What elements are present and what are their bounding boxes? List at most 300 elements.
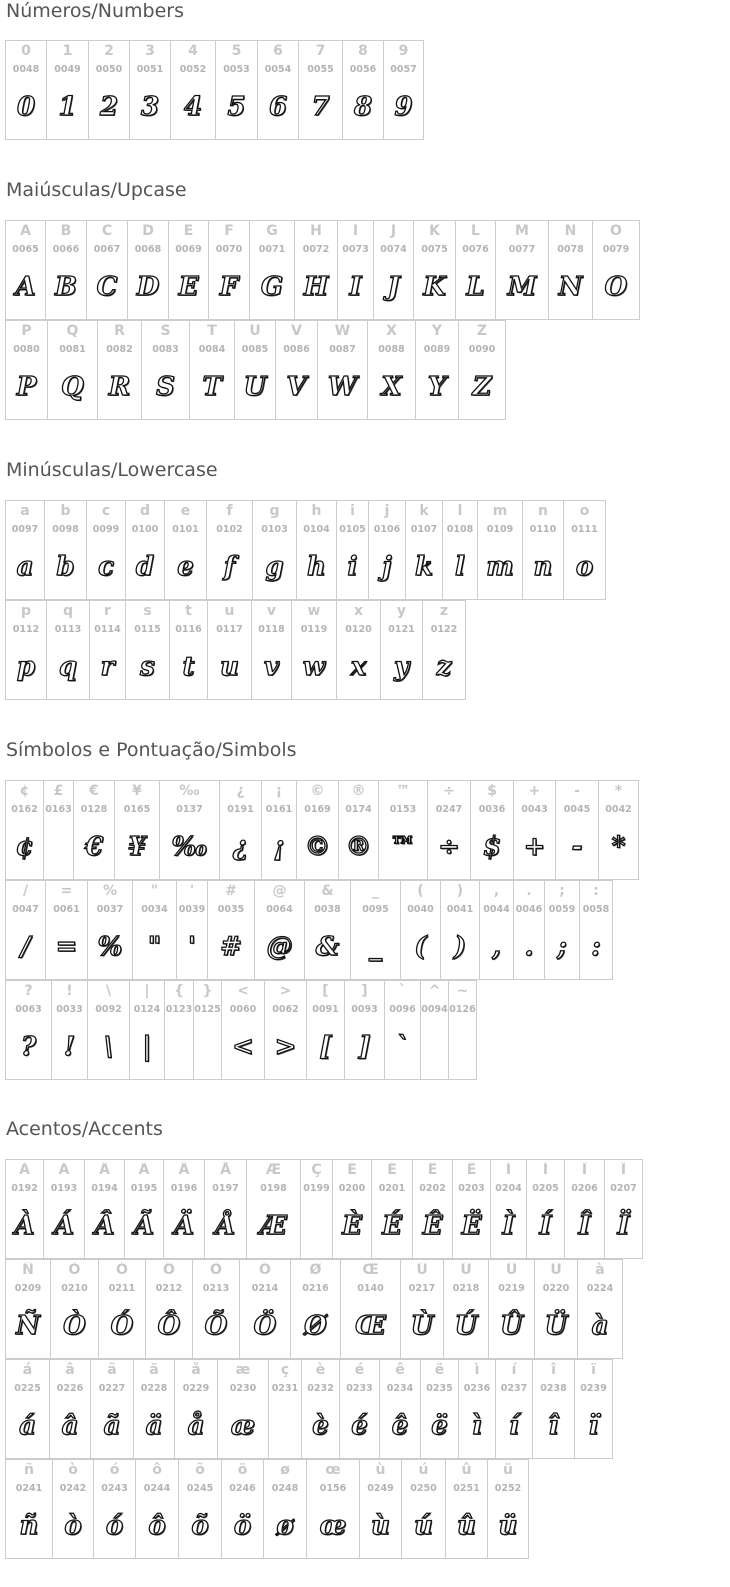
glyph-preview: œ (319, 1511, 347, 1541)
character-code: 0037 (96, 904, 124, 915)
character-cell (6, 781, 44, 880)
character-code: 0035 (217, 904, 245, 915)
character-code: 0043 (521, 804, 548, 815)
character-label: Ù (416, 1262, 428, 1278)
character-label: T (207, 323, 217, 339)
glyph-preview: h (307, 552, 326, 582)
character-cell (443, 501, 478, 600)
character-label: å (191, 1362, 201, 1378)
character-cell (599, 781, 639, 880)
character-cell (6, 981, 52, 1080)
character-code: 0099 (92, 524, 120, 535)
glyph-preview: / (20, 932, 31, 962)
glyph-preview: q (58, 652, 78, 682)
character-code: 0084 (198, 344, 226, 355)
character-label: / (22, 883, 29, 899)
glyph-preview: ì (472, 1411, 482, 1441)
character-code: 0236 (463, 1383, 491, 1394)
character-code: 0087 (329, 344, 356, 355)
character-code: 0115 (134, 624, 161, 635)
character-label: é (354, 1362, 365, 1378)
character-cell (380, 1360, 421, 1459)
glyph-preview: é (351, 1411, 368, 1441)
character-label: > (279, 983, 292, 999)
character-label: R (114, 323, 125, 339)
character-code: 0250 (410, 1483, 437, 1494)
character-code: 0213 (202, 1283, 230, 1294)
character-cell (50, 1360, 91, 1459)
glyph-preview: X (381, 372, 402, 402)
character-label: ! (66, 983, 73, 999)
character-cell (45, 501, 87, 600)
character-cell (130, 41, 171, 140)
character-code: 0111 (571, 524, 598, 535)
character-cell (98, 321, 142, 420)
character-cell (85, 1160, 125, 1259)
character-label: Å (220, 1162, 231, 1178)
character-label: D (142, 223, 154, 239)
glyph-preview: ò (64, 1511, 82, 1541)
character-cell (578, 1260, 623, 1359)
character-label: Á (58, 1162, 70, 1178)
character-code: 0097 (11, 524, 39, 535)
character-label: [ (322, 983, 329, 999)
glyph-preview: à (591, 1311, 609, 1341)
character-label: I (352, 223, 359, 239)
glyph-preview: k (414, 552, 433, 582)
glyph-preview: G (260, 272, 284, 302)
glyph-preview: 7 (311, 92, 330, 122)
glyph-preview: y (393, 652, 410, 682)
character-code: 0112 (12, 624, 40, 635)
character-label: * (614, 783, 623, 799)
character-cell (255, 881, 305, 980)
glyph-preview: 2 (99, 92, 119, 122)
character-cell (556, 781, 599, 880)
character-row (5, 500, 606, 600)
character-cell (276, 321, 318, 420)
character-cell (146, 1260, 193, 1359)
character-code: 0226 (56, 1383, 84, 1394)
character-code: 0219 (498, 1283, 525, 1294)
glyph-preview: < (232, 1032, 254, 1062)
glyph-preview: P (16, 372, 37, 402)
character-label: Ø (309, 1262, 322, 1278)
character-code: 0074 (380, 244, 407, 255)
character-code: 0075 (421, 244, 448, 255)
character-cell (446, 1460, 488, 1559)
character-code: 0200 (338, 1183, 366, 1194)
character-code: 0107 (410, 524, 438, 535)
character-label: ò (68, 1462, 78, 1478)
glyph-preview: Œ (355, 1311, 386, 1341)
character-cell (441, 881, 480, 980)
character-label: 0 (21, 43, 31, 59)
character-row (5, 40, 424, 140)
glyph-preview: ê (391, 1411, 409, 1441)
character-code: 0235 (426, 1383, 453, 1394)
character-cell (247, 1160, 301, 1259)
character-cell (453, 1160, 491, 1259)
character-row (5, 600, 466, 700)
character-label: B (60, 223, 72, 239)
character-code: 0242 (59, 1483, 87, 1494)
character-code: 0120 (345, 624, 372, 635)
glyph-preview: õ (191, 1511, 209, 1541)
character-label: n (538, 503, 548, 519)
character-label: Q (66, 323, 79, 339)
character-code: 0123 (165, 1004, 193, 1015)
character-label: 7 (315, 43, 326, 59)
character-label: L (471, 223, 480, 239)
character-label: ™ (396, 783, 410, 799)
character-code: 0046 (515, 904, 543, 915)
character-code: 0237 (500, 1383, 528, 1394)
glyph-preview: ô (148, 1511, 166, 1541)
character-label: Ñ (22, 1262, 34, 1278)
character-label: ; (559, 883, 565, 899)
glyph-preview: 9 (394, 92, 413, 122)
character-code: 0053 (223, 64, 250, 75)
glyph-preview: á (19, 1411, 36, 1441)
character-label: 6 (273, 43, 283, 59)
character-cell (297, 781, 339, 880)
character-code: 0092 (95, 1004, 122, 1015)
character-cell (46, 221, 87, 320)
character-label: ` (399, 983, 406, 999)
glyph-preview: ® (345, 832, 372, 862)
character-code: 0109 (486, 524, 514, 535)
glyph-preview: Ï (617, 1211, 630, 1241)
character-cell (179, 1460, 222, 1559)
character-cell (413, 1160, 453, 1259)
character-code: 0212 (155, 1283, 183, 1294)
character-code: 0116 (175, 624, 202, 635)
character-cell (456, 221, 496, 320)
glyph-preview: ñ (19, 1511, 39, 1541)
character-label: © (310, 783, 325, 799)
character-cell (368, 321, 416, 420)
character-label: w (307, 603, 321, 619)
character-label: ñ (24, 1462, 34, 1478)
character-cell (406, 501, 443, 600)
character-label: ì (474, 1362, 480, 1378)
glyph-preview: 5 (227, 92, 246, 122)
glyph-preview: H (303, 272, 329, 302)
character-label: Ü (550, 1262, 562, 1278)
character-cell (593, 221, 640, 320)
glyph-preview: J (387, 272, 400, 302)
character-label: N (564, 223, 577, 239)
character-cell (297, 501, 337, 600)
character-label: í (511, 1362, 517, 1378)
character-code: 0061 (53, 904, 80, 915)
character-code: 0078 (557, 244, 584, 255)
character-label: o (579, 503, 590, 519)
glyph-preview: [ (319, 1032, 332, 1062)
glyph-preview: C (96, 272, 118, 302)
glyph-preview: L (466, 272, 485, 302)
character-code: 0049 (54, 64, 81, 75)
character-cell (170, 601, 208, 700)
character-cell (6, 1460, 53, 1559)
character-code: 0051 (136, 64, 164, 75)
character-code: 0048 (12, 64, 40, 75)
glyph-preview: 1 (58, 92, 77, 122)
character-code: 0233 (346, 1383, 373, 1394)
character-label: Ó (116, 1262, 128, 1278)
glyph-preview: t (182, 652, 195, 682)
character-label: t (185, 603, 192, 619)
glyph-preview: e (177, 552, 194, 582)
character-label: ï (591, 1362, 596, 1378)
character-code: 0214 (251, 1283, 279, 1294)
character-code: 0034 (141, 904, 168, 915)
character-cell (401, 881, 441, 980)
character-code: 0199 (303, 1183, 330, 1194)
character-code: 0174 (345, 804, 372, 815)
character-code: 0197 (212, 1183, 239, 1194)
character-cell (401, 1260, 444, 1359)
character-label: £ (53, 783, 64, 799)
character-label: 8 (358, 43, 368, 59)
glyph-preview: 3 (140, 92, 160, 122)
character-code: 0246 (229, 1483, 256, 1494)
character-cell (6, 221, 46, 320)
character-cell (423, 601, 466, 700)
character-cell (258, 41, 299, 140)
character-label: $ (487, 783, 497, 799)
character-cell (338, 221, 374, 320)
character-row (5, 220, 640, 320)
character-code: 0103 (261, 524, 288, 535)
glyph-preview: ã (103, 1411, 121, 1441)
glyph-preview: æ (230, 1411, 256, 1441)
glyph-preview: Õ (204, 1311, 228, 1341)
character-cell (207, 501, 253, 600)
glyph-preview: N (558, 272, 583, 302)
character-code: 0117 (216, 624, 243, 635)
character-cell (421, 981, 449, 1080)
character-cell (307, 1460, 360, 1559)
character-cell (222, 981, 265, 1080)
glyph-preview: E (178, 272, 199, 302)
glyph-preview: © (304, 832, 331, 862)
character-label: ‰ (179, 783, 200, 799)
character-code: 0238 (540, 1383, 567, 1394)
character-code: 0088 (378, 344, 405, 355)
character-code: 0232 (307, 1383, 334, 1394)
character-code: 0059 (548, 904, 576, 915)
character-label: M (515, 223, 529, 239)
character-cell (160, 781, 220, 880)
glyph-preview: ` (396, 1032, 409, 1062)
character-label: Î (581, 1162, 588, 1178)
glyph-preview: ! (63, 1032, 76, 1062)
character-label: J (390, 223, 397, 239)
character-label: C (101, 223, 113, 239)
character-code: 0100 (131, 524, 159, 535)
character-cell (351, 881, 401, 980)
character-code: 0065 (12, 244, 39, 255)
character-label: Ã (138, 1162, 150, 1178)
glyph-preview: Ë (461, 1211, 482, 1241)
character-cell (471, 781, 514, 880)
glyph-preview: u (220, 652, 239, 682)
character-label: ù (375, 1462, 386, 1478)
character-label: Œ (362, 1262, 379, 1278)
character-row (5, 980, 477, 1080)
character-code: 0169 (304, 804, 331, 815)
character-cell (385, 981, 421, 1080)
glyph-preview: ÷ (438, 832, 460, 862)
glyph-preview: ¿ (232, 832, 249, 862)
character-cell (302, 1360, 340, 1459)
glyph-preview: a (16, 552, 34, 582)
character-label: q (62, 603, 74, 619)
character-label: ¢ (19, 783, 30, 799)
character-label: g (269, 503, 280, 519)
character-label: m (492, 503, 508, 519)
character-cell (6, 881, 46, 980)
character-label: U (249, 323, 261, 339)
glyph-preview: Z (472, 372, 492, 402)
character-cell (87, 221, 128, 320)
character-code: 0050 (95, 64, 123, 75)
character-cell (265, 981, 307, 1080)
character-label: c (101, 503, 111, 519)
character-cell (292, 601, 337, 700)
character-code: 0249 (367, 1483, 394, 1494)
character-code: 0209 (14, 1283, 42, 1294)
character-label: & (321, 883, 334, 899)
character-code: 0192 (11, 1183, 38, 1194)
glyph-preview: Ò (63, 1311, 86, 1341)
character-cell (175, 1360, 218, 1459)
character-label: ç (280, 1362, 290, 1378)
character-cell (99, 1260, 146, 1359)
character-code: 0086 (283, 344, 310, 355)
section-title: Símbolos e Pontuação/Simbols (6, 739, 297, 761)
character-label: : (593, 883, 599, 899)
character-label: 9 (398, 43, 409, 59)
character-code: 0137 (176, 804, 203, 815)
character-label: } (202, 983, 213, 999)
character-label: 2 (104, 43, 114, 59)
character-cell (345, 981, 385, 1080)
glyph-preview: 8 (353, 92, 373, 122)
character-label: Æ (265, 1162, 282, 1178)
character-code: 0080 (13, 344, 40, 355)
character-label: S (160, 323, 171, 339)
character-code: 0191 (227, 804, 254, 815)
character-cell (444, 1260, 489, 1359)
character-label: " (150, 883, 159, 899)
character-cell (171, 41, 216, 140)
character-code: 0055 (307, 64, 334, 75)
glyph-preview: É (382, 1211, 402, 1241)
character-cell (88, 981, 130, 1080)
character-label: j (384, 503, 390, 519)
character-code: 0124 (133, 1004, 161, 1015)
glyph-preview: I (349, 272, 362, 302)
glyph-preview: V (286, 372, 307, 402)
glyph-preview: 4 (183, 92, 203, 122)
character-code: 0110 (529, 524, 557, 535)
character-cell (523, 501, 564, 600)
character-code: 0036 (478, 804, 506, 815)
character-label: Ê (427, 1162, 438, 1178)
character-label: à (595, 1262, 605, 1278)
glyph-preview: . (524, 932, 534, 962)
character-row (5, 1459, 529, 1559)
section-title: Números/Numbers (6, 0, 184, 22)
glyph-preview: Ú (454, 1311, 478, 1341)
glyph-preview: f (223, 552, 236, 582)
glyph-preview: U (243, 372, 267, 402)
glyph-preview: ¢ (15, 832, 34, 862)
character-cell (250, 221, 295, 320)
character-label: ) (456, 883, 464, 899)
character-cell (136, 1460, 179, 1559)
glyph-preview: ( (414, 932, 427, 962)
glyph-preview: i (347, 552, 358, 582)
character-code: 0052 (179, 64, 207, 75)
character-code: 0039 (178, 904, 206, 915)
character-code: 0071 (258, 244, 286, 255)
character-label: v (266, 603, 277, 619)
character-cell (374, 221, 414, 320)
character-cell (6, 501, 45, 600)
character-code: 0210 (61, 1283, 88, 1294)
character-cell (47, 601, 90, 700)
glyph-preview: È (342, 1211, 362, 1241)
character-label: e (180, 503, 191, 519)
character-cell (421, 1360, 459, 1459)
character-label: 1 (62, 43, 73, 59)
glyph-preview: ï (588, 1411, 599, 1441)
glyph-preview: Â (94, 1211, 115, 1241)
character-cell (165, 981, 194, 1080)
character-label: _ (372, 883, 379, 899)
character-code: 0128 (80, 804, 108, 815)
character-code: 0094 (421, 1004, 448, 1015)
glyph-preview: Ã (133, 1211, 155, 1241)
glyph-preview: s (140, 652, 155, 682)
character-label: b (60, 503, 71, 519)
character-label: Ú (460, 1262, 472, 1278)
character-code: 0227 (98, 1383, 126, 1394)
character-label: . (526, 883, 532, 899)
character-cell (164, 1160, 205, 1259)
character-cell (379, 781, 428, 880)
character-code: 0042 (605, 804, 632, 815)
glyph-preview: + (523, 832, 546, 862)
character-cell (527, 1160, 565, 1259)
character-label: z (439, 603, 449, 619)
section-title: Acentos/Accents (6, 1118, 163, 1140)
glyph-preview: W (327, 372, 358, 402)
character-code: 0102 (216, 524, 243, 535)
glyph-preview: í (509, 1411, 519, 1441)
character-code: 0114 (94, 624, 121, 635)
character-cell (269, 1360, 302, 1459)
glyph-preview: l (455, 552, 465, 582)
character-row (5, 880, 613, 980)
character-cell (253, 501, 297, 600)
glyph-preview: % (97, 932, 123, 962)
character-label: õ (195, 1462, 205, 1478)
